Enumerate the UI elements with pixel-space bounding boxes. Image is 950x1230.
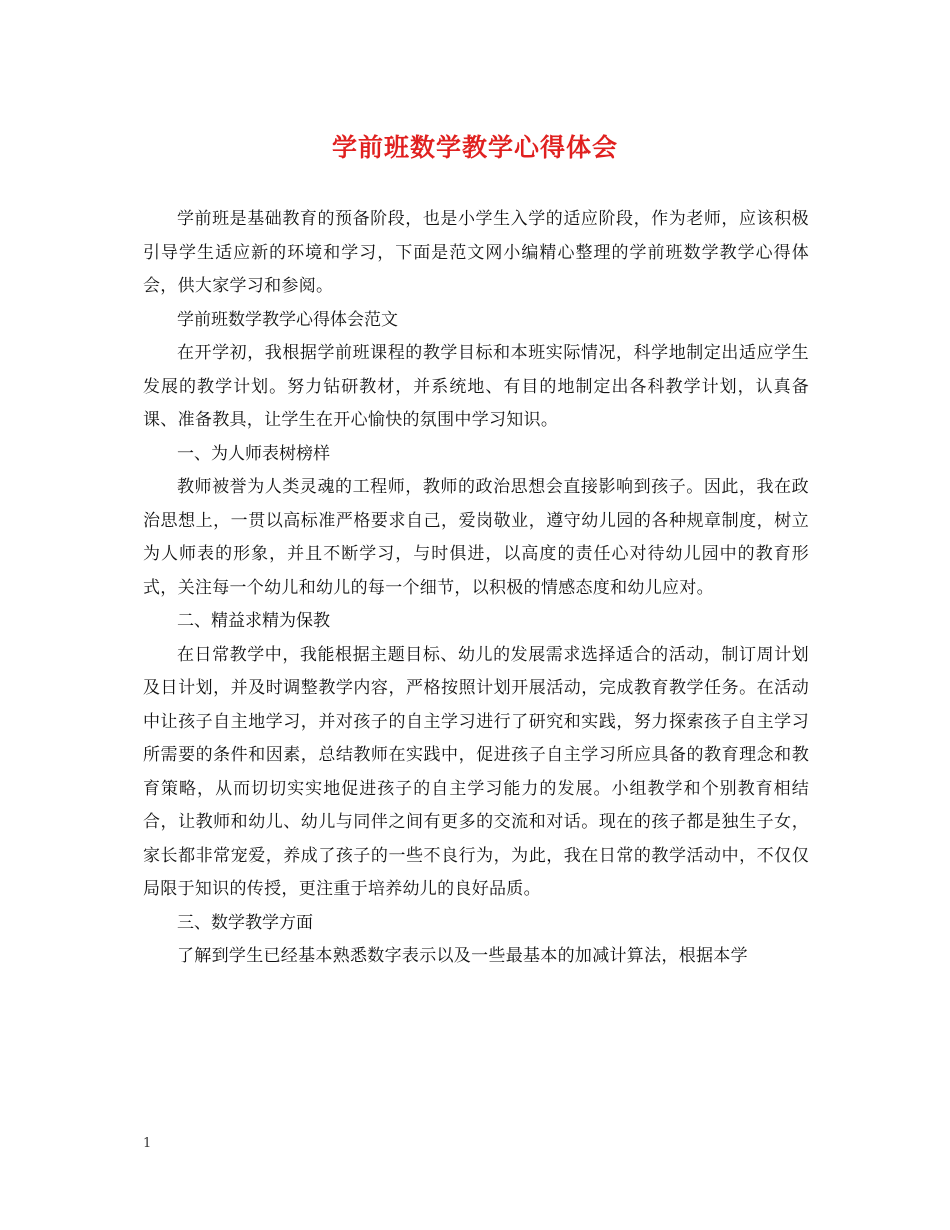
page-number: 1 (143, 1136, 152, 1151)
paragraph-plan: 在开学初，我根据学前班课程的教学目标和本班实际情况，科学地制定出适应学生发展的教学计划。努力钻研教材，并系统地、有目的地制定出各科教学计划，认真备课、准备教具，让学生在开心愉快的氛围中学习知识。 (143, 343, 809, 430)
section-heading-2: 二、精益求精为保教 (177, 611, 330, 631)
section-subtitle: 学前班数学教学心得体会范文 (177, 309, 398, 330)
paragraph-care-education: 在日常教学中，我能根据主题目标、幼儿的发展需求选择适合的活动，制订周计划及日计划，并及时调整教学内容，严格按照计划开展活动，完成教育教学任务。在活动中让孩子自主地学习，并对孩子的自主学习进行了研究和实践，努力探索孩子自主学习所需要的条件和因素，总结教师在实践中，促进孩子自主学习所应具备的教育理念和教育策略，从而切切实实地促进孩子的自主学习能力的发展。小组教学和个别教育相结合，让教师和幼儿、幼儿与同伴之间有更多的交流和对话。现在的孩子都是独生子女，家长都非常宠爱，养成了孩子的一些不良行为，为此，我在日常的教学活动中，不仅仅局限于知识的传授，更注重于培养幼儿的良好品质。 (143, 644, 809, 899)
section-heading-3: 三、数学教学方面 (177, 912, 313, 933)
document-body (143, 203, 809, 974)
intro-paragraph: 学前班是基础教育的预备阶段，也是小学生入学的适应阶段，作为老师，应该积极引导学生适应新的环境和学习，下面是范文网小编精心整理的学前班数学教学心得体会，供大家学习和参阅。 (143, 209, 809, 296)
paragraph-math-teaching: 了解到学生已经基本熟悉数字表示以及一些最基本的加减计算法，根据本学 (177, 946, 748, 966)
document-title: 学前班数学教学心得体会 (331, 133, 618, 162)
paragraph-role-model: 教师被誉为人类灵魂的工程师，教师的政治思想会直接影响到孩子。因此，我在政治思想上，一贯以高标准严格要求自己，爱岗敬业，遵守幼儿园的各种规章制度，树立为人师表的形象，并且不断学习，与时俱进，以高度的责任心对待幼儿园中的教育形式，关注每一个幼儿和幼儿的每一个细节，以积极的情感态度和幼儿应对。 (143, 477, 809, 598)
section-heading-1: 一、为人师表树榜样 (177, 443, 330, 464)
